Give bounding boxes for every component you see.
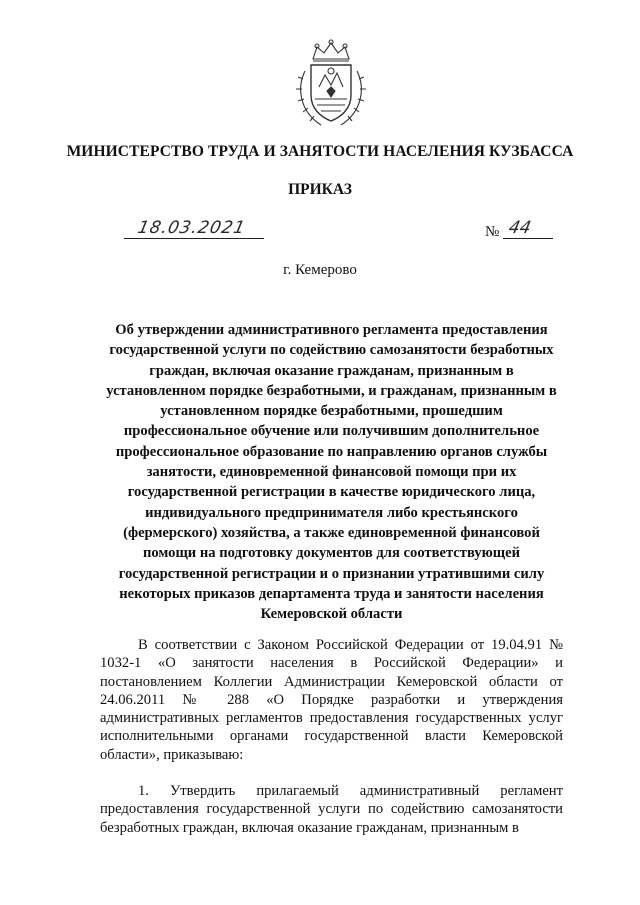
ministry-name: МИНИСТЕРСТВО ТРУДА И ЗАНЯТОСТИ НАСЕЛЕНИЯ КУЗБАССА <box>66 143 574 160</box>
document-date: 18.03.2021 <box>135 218 248 238</box>
document-type: ПРИКАЗ <box>288 181 352 198</box>
date-field <box>124 212 264 239</box>
coat-of-arms-emblem <box>291 37 371 132</box>
body-paragraph-2: 1. Утвердить прилагаемый административный регламент предоставления государственной услуги по содействию самозанятости безработных граждан, включая оказание гражданам, признанным в <box>100 783 563 836</box>
document-number: 44 <box>506 218 533 238</box>
number-field <box>503 212 553 239</box>
body-paragraph-1: В соответствии с Законом Российской Федерации от 19.04.91 № 1032-1 «О занятости населения в Российской Федерации» и постановлением Коллегии Администрации Кемеровской области от 24.06.2011 № 288 «О Порядке разработки и утверждения административных регламентов предоставления государственных услуг исполнительными органами государственной власти Кемеровской области», приказываю: <box>100 637 563 763</box>
document-title: Об утверждении административного регламента предоставления государственной услуги по содействию самозанятости безработных граждан, включая оказание гражданам, признанным в установленном порядке безработными, и гражданам, признанным в установленном порядке безработными, прошедшим профессиональное обучение или получившим дополнительное профессиональное образование по направлению органов службы занятости, единовременной финансовой помощи при их государственной регистрации в качестве юридического лица, индивидуального предпринимателя либо крестьянского (фермерского) хозяйства, а также единовременной финансовой помощи на подготовку документов для соответствующей государственной регистрации и о признании утратившими силу некоторых приказов департамента труда и занятости населения Кемеровской области <box>106 322 557 623</box>
city: г. Кемерово <box>283 262 357 278</box>
number-label: № <box>485 224 500 240</box>
